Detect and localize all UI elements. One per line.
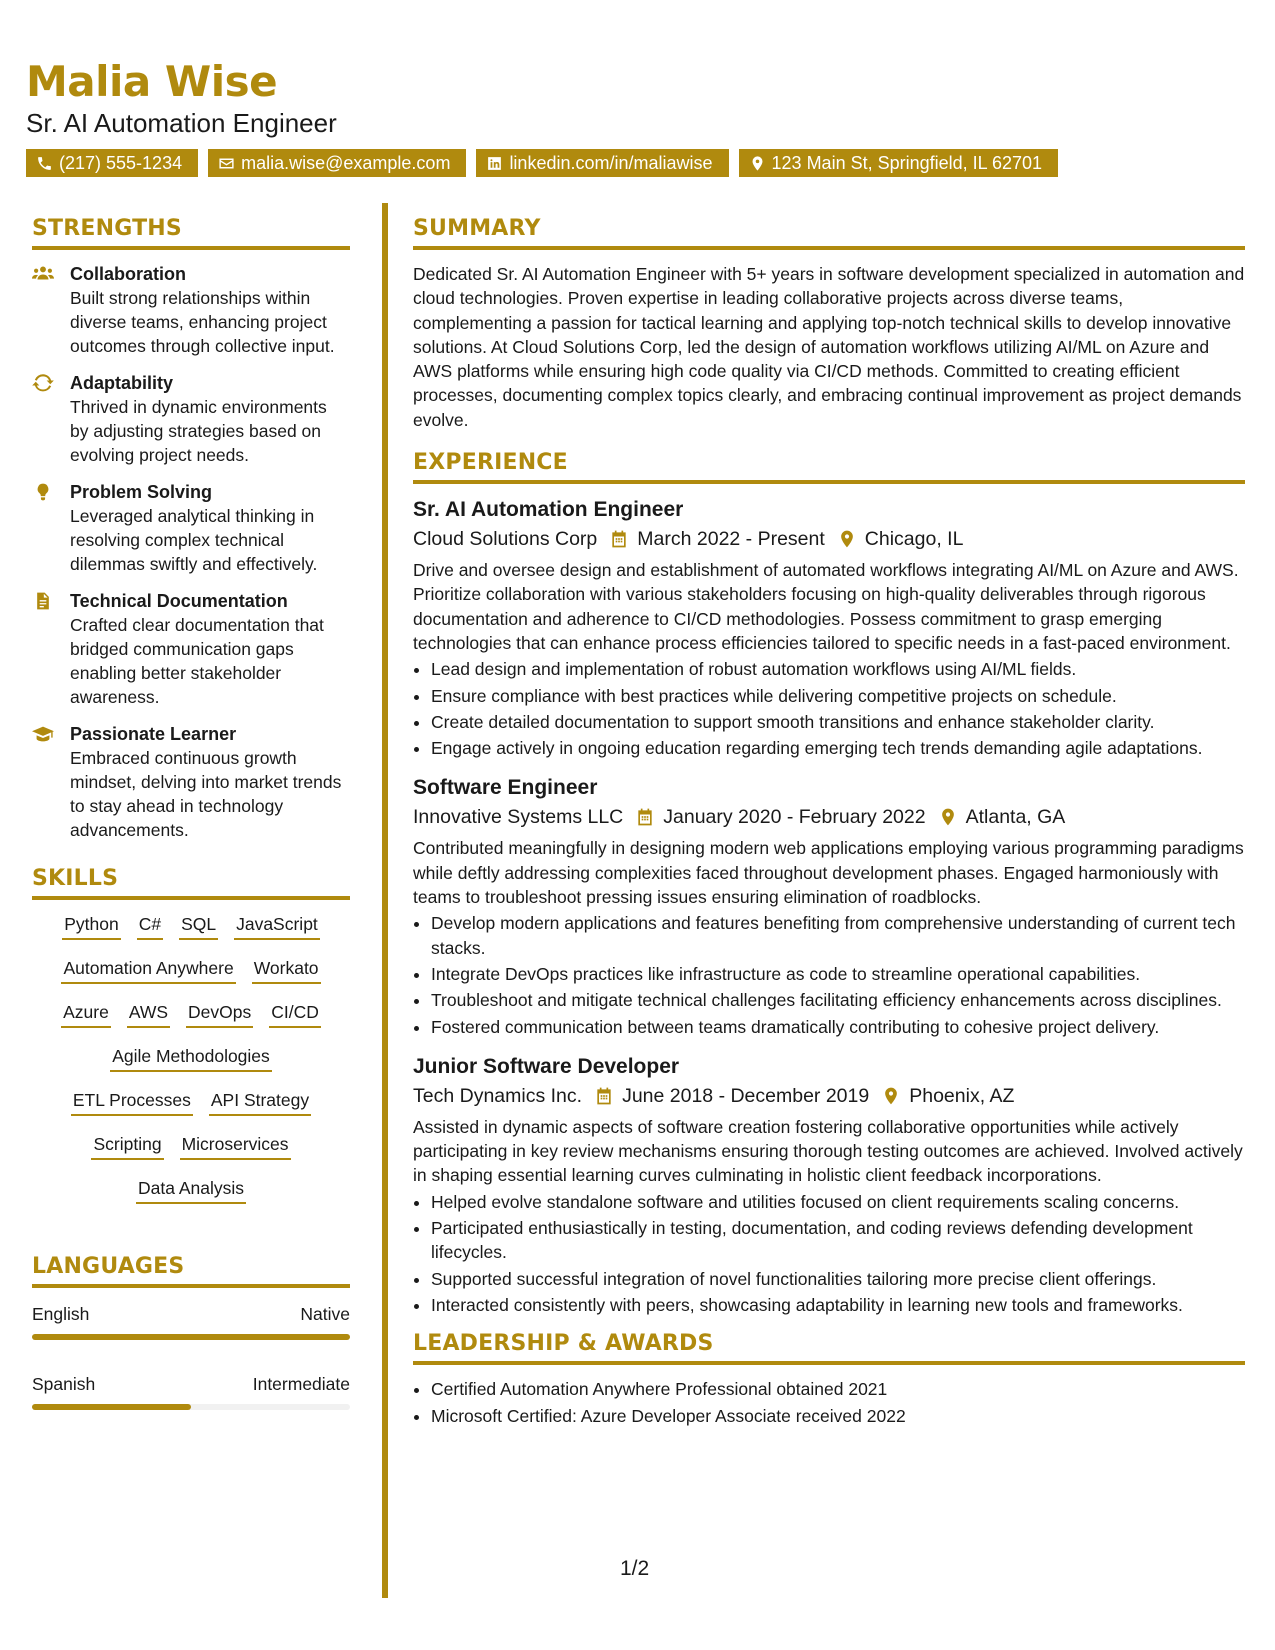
contact-linkedin-text: linkedin.com/in/maliawise: [509, 153, 713, 174]
phone-icon: [36, 155, 53, 172]
job-bullet: • Lead design and implementation of robust automation workflows using AI/ML fields.: [431, 657, 1245, 681]
job-location: Phoenix, AZ: [909, 1084, 1015, 1107]
job-bullet: • Interacted consistently with peers, showcasing adaptability in learning new tools and frameworks.: [431, 1293, 1245, 1317]
map-pin-icon: [837, 529, 857, 549]
contact-phone-text: (217) 555-1234: [59, 153, 183, 174]
job-dates: June 2018 - December 2019: [622, 1084, 870, 1107]
strength-item: [32, 722, 350, 842]
job-role: Software Engineer: [413, 776, 598, 800]
experience-entry: [413, 496, 1245, 760]
job-location: Chicago, IL: [864, 528, 964, 551]
job-bullet: • Ensure compliance with best practices while delivering competitive projects on schedule.: [431, 684, 1245, 708]
language-name: Spanish: [32, 1374, 96, 1394]
strength-desc: Thrived in dynamic environments by adjusting strategies based on evolving project needs.: [70, 397, 327, 465]
map-pin-icon: [938, 807, 958, 827]
experience-entry: [413, 1053, 1245, 1317]
contact-phone[interactable]: [26, 149, 198, 177]
document-icon: [32, 591, 54, 611]
job-bullet: • Create detailed documentation to support smooth transitions and enhance stakeholder clarity.: [431, 710, 1245, 734]
candidate-name: Malia Wise: [26, 57, 278, 106]
map-pin-icon: [749, 155, 766, 172]
language-item: [32, 1302, 350, 1340]
language-level: Intermediate: [252, 1374, 350, 1394]
strength-title: Technical Documentation: [70, 591, 288, 611]
job-bullet: • Engage actively in ongoing education regarding emerging tech trends demanding agile adaptations.: [431, 736, 1245, 760]
skill-tag: C#: [137, 912, 163, 940]
job-bullets: [413, 1190, 1245, 1317]
graduation-cap-icon: [32, 724, 54, 744]
contact-email[interactable]: [208, 149, 466, 177]
language-proficiency-bar: [32, 1334, 350, 1340]
language-item: [32, 1372, 350, 1410]
language-level: Native: [300, 1304, 350, 1324]
skill-row: [32, 1132, 350, 1160]
summary-text: Dedicated Sr. AI Automation Engineer with 5+ years in software development specialized in automation and cloud technologies. Proven expertise in leading collaborative projects across diverse teams, complementing a passion for tactical learning and applying top-notch technical skills to develop innovative solutions. At Cloud Solutions Corp, led the design of automation workflows utilizing AI/ML on Azure and AWS platforms while ensuring high code quality via CI/CD methods. Committed to creating efficient processes, documenting complex topics clearly, and embracing continual improvement as project demands evolve.: [413, 264, 1245, 430]
envelope-icon: [218, 155, 235, 172]
skill-tag: Agile Methodologies: [110, 1044, 272, 1072]
skill-tag: API Strategy: [209, 1088, 311, 1116]
summary-heading: SUMMARY: [413, 216, 1245, 250]
skill-tag: ETL Processes: [71, 1088, 193, 1116]
job-bullet: • Fostered communication between teams dramatically contributing to cohesive project delivery.: [431, 1015, 1245, 1039]
language-name: English: [32, 1304, 90, 1324]
skill-row: [32, 1044, 350, 1072]
users-icon: [32, 264, 54, 284]
awards-heading: LEADERSHIP & AWARDS: [413, 1331, 1245, 1365]
strength-item: [32, 480, 350, 576]
job-dates: March 2022 - Present: [637, 528, 825, 551]
map-pin-icon: [881, 1086, 901, 1106]
skill-tag: AWS: [127, 1000, 170, 1028]
contact-linkedin[interactable]: [476, 149, 728, 177]
experience-entry: [413, 774, 1245, 1038]
strength-item: [32, 371, 350, 467]
strength-desc: Built strong relationships within diverse teams, enhancing project outcomes through collective input.: [70, 288, 335, 356]
language-proficiency-fill: [32, 1404, 191, 1410]
strength-desc: Leveraged analytical thinking in resolving complex technical dilemmas swiftly and effectively.: [70, 506, 318, 574]
contact-email-text: malia.wise@example.com: [241, 153, 451, 174]
skill-row: [32, 1176, 350, 1204]
job-bullet: • Helped evolve standalone software and utilities focused on client requirements scaling concerns.: [431, 1190, 1245, 1214]
refresh-icon: [32, 373, 54, 393]
skill-tag: Python: [62, 912, 120, 940]
skill-row: [32, 956, 350, 984]
language-proficiency-bar: [32, 1404, 350, 1410]
linkedin-icon: [486, 155, 503, 172]
strength-desc: Embraced continuous growth mindset, delving into market trends to stay ahead in technology advancements.: [70, 748, 342, 840]
job-bullet: • Participated enthusiastically in testing, documentation, and coding reviews defending development lifecycles.: [431, 1216, 1245, 1265]
calendar-icon: [609, 529, 629, 549]
contact-address: [739, 149, 1059, 177]
strength-title: Problem Solving: [70, 482, 213, 502]
job-bullet: • Troubleshoot and mitigate technical challenges facilitating efficiency enhancements across disciplines.: [431, 988, 1245, 1012]
strength-item: [32, 262, 350, 358]
right-column: [413, 216, 1245, 1430]
contact-bar: [26, 149, 1246, 177]
job-bullet: • Supported successful integration of novel functionalities tailoring more precise client offerings.: [431, 1267, 1245, 1291]
skill-tag: Data Analysis: [136, 1176, 246, 1204]
skill-tag: Scripting: [91, 1132, 163, 1160]
job-role: Sr. AI Automation Engineer: [413, 498, 684, 522]
job-bullets: [413, 911, 1245, 1038]
job-dates: January 2020 - February 2022: [663, 806, 926, 829]
skill-row: [32, 1088, 350, 1116]
column-divider: [382, 203, 388, 1598]
language-proficiency-fill: [32, 1334, 350, 1340]
experience-heading: EXPERIENCE: [413, 450, 1245, 484]
candidate-title: Sr. AI Automation Engineer: [26, 108, 337, 139]
skill-row: [32, 912, 350, 940]
skill-tag: JavaScript: [234, 912, 320, 940]
award-item: • Microsoft Certified: Azure Developer Associate received 2022: [431, 1404, 1245, 1428]
calendar-icon: [594, 1086, 614, 1106]
job-bullet: • Integrate DevOps practices like infrastructure as code to streamline operational capabilities.: [431, 962, 1245, 986]
job-location: Atlanta, GA: [965, 806, 1066, 829]
page-number: 1/2: [620, 1557, 650, 1580]
skill-tag: DevOps: [186, 1000, 253, 1028]
lightbulb-icon: [32, 482, 54, 502]
resume-header: [26, 57, 1246, 177]
job-role: Junior Software Developer: [413, 1054, 680, 1078]
strength-item: [32, 589, 350, 709]
skill-row: [32, 1000, 350, 1028]
contact-address-text: 123 Main St, Springfield, IL 62701: [771, 153, 1043, 174]
award-item: • Certified Automation Anywhere Professional obtained 2021: [431, 1377, 1245, 1401]
strength-title: Adaptability: [70, 373, 174, 393]
strengths-heading: STRENGTHS: [32, 216, 350, 250]
strength-title: Passionate Learner: [70, 724, 237, 744]
skills-list: [32, 912, 350, 1204]
job-company: Cloud Solutions Corp: [413, 528, 598, 551]
skill-tag: CI/CD: [269, 1000, 321, 1028]
job-bullet: • Develop modern applications and features benefiting from comprehensive understanding of current tech stacks.: [431, 911, 1245, 960]
languages-heading: LANGUAGES: [32, 1254, 350, 1288]
job-description: Assisted in dynamic aspects of software creation fostering collaborative opportunities while actively participating in key review mechanisms ensuring thorough testing outcomes are achieved. Involved actively in shaping essential learning curves culminating in holistic client feedback incorporations.: [413, 1116, 1243, 1186]
skill-tag: Azure: [61, 1000, 111, 1028]
skill-tag: Automation Anywhere: [61, 956, 235, 984]
awards-list: [413, 1377, 1245, 1428]
skill-tag: SQL: [179, 912, 218, 940]
job-company: Tech Dynamics Inc.: [413, 1084, 583, 1107]
strength-desc: Crafted clear documentation that bridged communication gaps enabling better stakeholder awareness.: [70, 615, 324, 707]
job-description: Contributed meaningfully in designing modern web applications employing various programming paradigms while deftly addressing complexities faced throughout development phases. Engaged harmoniously with teams to troubleshoot pressing issues ensuring elimination of roadblocks.: [413, 838, 1244, 908]
job-company: Innovative Systems LLC: [413, 806, 624, 829]
strength-title: Collaboration: [70, 264, 186, 284]
skills-heading: SKILLS: [32, 866, 350, 900]
job-bullets: [413, 657, 1245, 760]
skill-tag: Workato: [252, 956, 321, 984]
calendar-icon: [635, 807, 655, 827]
job-description: Drive and oversee design and establishment of automated workflows integrating AI/ML on Azure and AWS. Prioritize collaboration with various stakeholders focusing on high-quality deliverables through rigorous documentation and adherence to CI/CD methodologies. Possess commitment to grasp emerging technologies that can enhance process efficiencies tailored to specific needs in a fast-paced environment.: [413, 560, 1239, 653]
left-column: [32, 216, 350, 1434]
skill-tag: Microservices: [180, 1132, 291, 1160]
